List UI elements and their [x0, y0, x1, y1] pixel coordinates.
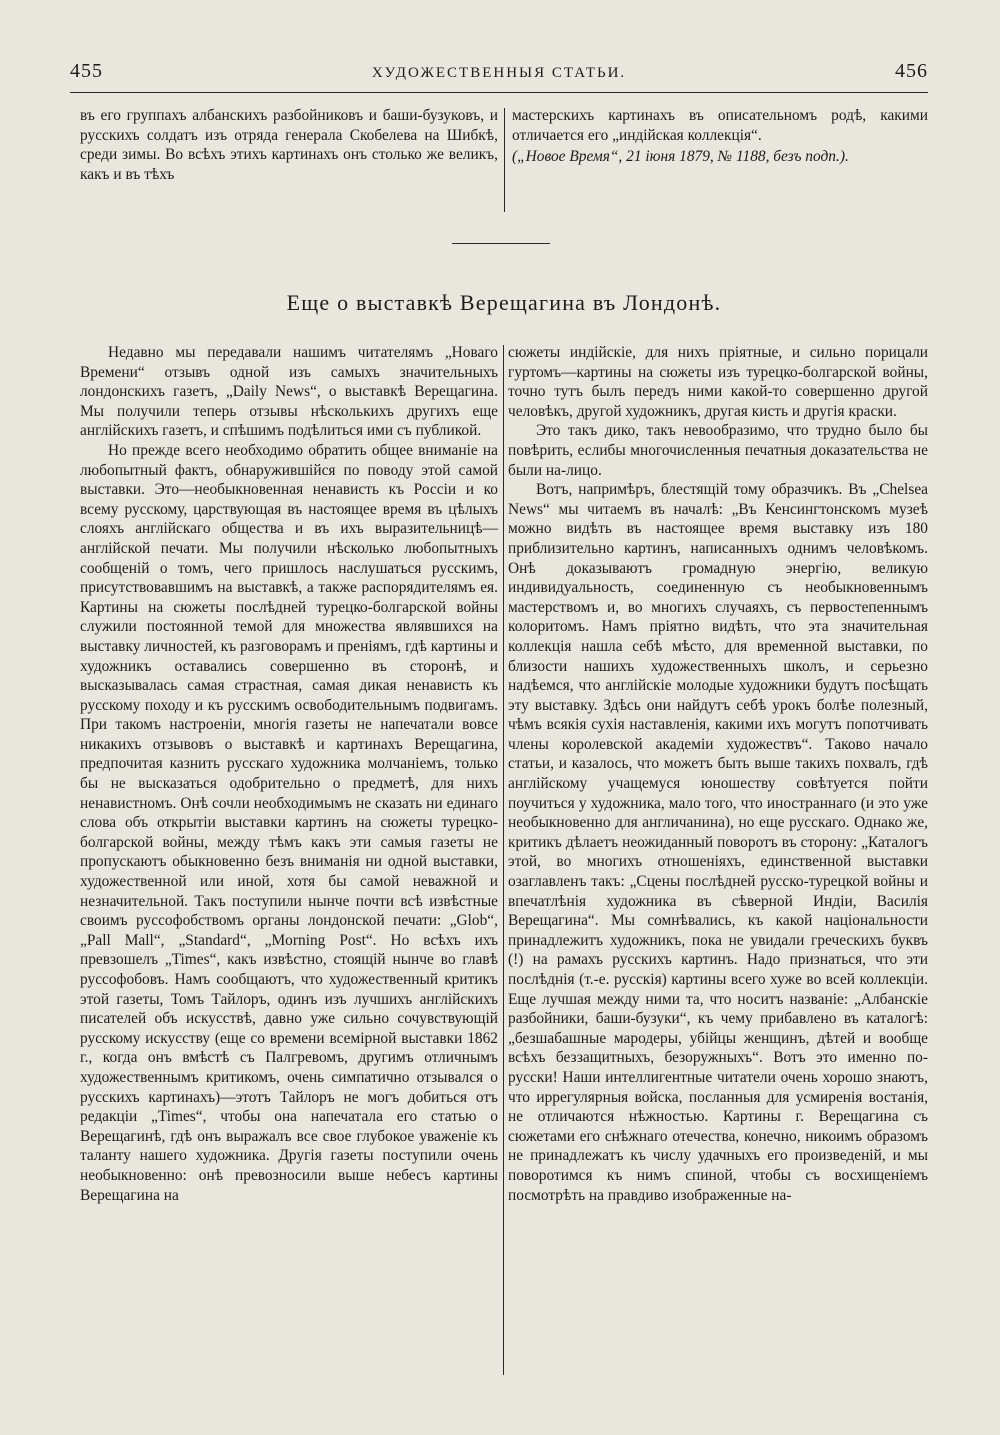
top-right-paragraph: мастерскихъ картинахъ въ описательномъ родѣ, какими отличается его „индійская коллекція“.	[512, 107, 928, 144]
left-column	[80, 343, 498, 1205]
page-number-right: 456	[894, 60, 928, 82]
right-column	[508, 343, 928, 1205]
article-title: Еще о выставкѣ Верещагина въ Лондонѣ.	[286, 290, 722, 315]
citation: („Новое Время“, 21 іюня 1879, № 1188, безъ подп.).	[512, 148, 849, 166]
top-left-column	[80, 106, 498, 184]
column-divider	[504, 108, 505, 212]
paragraph: Это такъ дико, такъ невообразимо, что трудно было бы повѣрить, еслибы многочисленныя печатныя доказательства не были на-лицо.	[508, 422, 928, 479]
top-right-column	[512, 106, 928, 167]
paragraph: Вотъ, напримѣръ, блестящій тому образчикъ. Въ „Chelsea News“ мы читаемъ въ началѣ: „Въ Кенсингтонскомъ музеѣ можно видѣть въ настоящее время выставку изъ 180 приблизительно картинъ, написанныхъ однимъ человѣкомъ. Онѣ доказываютъ громадную энергію, великую индивидуальность, соединенную съ необыкновеннымъ мастерствомъ и, во многихъ случаяхъ, съ первостепеннымъ колоритомъ. Намъ пріятно видѣть, что эта значительная коллекція нашла себѣ мѣсто, для временной выставки, по близости нашихъ художественныхъ школъ, и серьезно надѣемся, что англійскіе молодые художники будутъ посѣщать эту выставку. Здѣсь они найдутъ себѣ урокъ болѣе полезный, чѣмъ всякія сухія наставленія, какими ихъ могутъ попотчивать члены королевской академіи художествъ“. Таково начало статьи, и казалось, что можетъ быть выше такихъ похвалъ, гдѣ англійскому учащемуся юношеству совѣтуется пойти поучиться у художника, мало того, что иностраннаго (и это уже необыкновенно для англичанина), но еще русскаго. Однако же, критикъ дѣлаетъ неожиданный поворотъ въ сторону: „Каталогъ этой, во многихъ отношеніяхъ, единственной выставки озаглавленъ такъ: „Сцены послѣдней русско-турецкой войны и впечатлѣнія художника въ сѣверной Индіи, Василія Верещагина“. Мы сомнѣвались, къ какой національности принадлежитъ художникъ, пока не увидали греческихъ буквъ (!) на рамахъ русскихъ картинъ. Надо признаться, что эти послѣднія (т.-е. русскія) картины всего хуже во всей коллекціи. Еще лучшая между ними та, что носитъ названіе: „Албанскіе разбойники, баши-бузуки“, къ чему прибавлено въ каталогѣ: „безшабашные мародеры, убійцы женщинъ, дѣтей и вообще всѣхъ беззащитныхъ, безоружныхъ“. Вотъ это именно по-русски! Наши интеллигентные читатели очень хорошо знаютъ, что иррегулярныя войска, посланныя для усмиренія востанія, не отличаются нѣжностью. Картины г. Верещагина съ сюжетами его снѣжнаго отечества, конечно, никоимъ образомъ не принадлежатъ къ числу удачныхъ его произведеній, и мы поворотимся къ нимъ спиной, чтобы съ восхищеніемъ посмотрѣть на правдиво изображенные на-	[508, 481, 928, 1204]
running-title: ХУДОЖЕСТВЕННЫЯ СТАТЬИ.	[371, 65, 627, 81]
section-separator	[452, 243, 550, 244]
page-number-left: 455	[70, 60, 103, 82]
paragraph: сюжеты индійскіе, для нихъ пріятные, и сильно порицали гуртомъ—картины на сюжеты изъ турецко-болгарской войны, точно тутъ былъ передъ ними какой-то совершенно другой человѣкъ, другой художникъ, другая кисть и другія краски.	[508, 344, 928, 420]
paragraph: Но прежде всего необходимо обратить общее вниманіе на любопытный фактъ, обнаружившійся по поводу этой самой выставки. Это—необыкновенная ненависть къ Россіи и ко всему русскому, царствующая въ настоящее время въ цѣлыхъ слояхъ англійскаго общества и въ ихъ выразительницѣ—англійской печати. Мы получили нѣсколько любопытныхъ сообщеній о томъ, чего пришлось наслушаться русскимъ, присутствовавшимъ на выставкѣ, а также распорядителямъ ея. Картины на сюжеты послѣдней турецко-болгарской войны служили постоянной темой для множества являвшихся на выставку личностей, къ разговорамъ и преніямъ, гдѣ картины и художникъ оставались совершенно въ сторонѣ, и высказывалась самая страстная, самая дикая ненависть къ русскому походу и къ русскимъ освободительнымъ подвигамъ. При такомъ настроеніи, многія газеты не напечатали вовсе никакихъ отзывовъ о выставкѣ и картинахъ Верещагина, предпочитая казнить русскаго художника молчаніемъ, только бы не высказаться одобрительно о предметѣ, для нихъ ненавистномъ. Онѣ сочли необходимымъ не сказать ни единаго слова объ открытіи выставки картинъ на сюжеты турецко-болгарской войны, между тѣмъ какъ эти самыя газеты не пропускаютъ обыкновенно безъ вниманія ни одной выставки, художественной или иной, хотя бы самой неважной и незначительной. Такъ поступили нынче почти всѣ извѣстные своимъ руссофобствомъ органы лондонской печати: „Glob“, „Pall Mall“, „Standard“, „Morning Post“. Но всѣхъ ихъ превзошелъ „Times“, какъ извѣстно, стоящій нынче во главѣ руссофобовъ. Намъ сообщаютъ, что художественный критикъ этой газеты, Томъ Тайлоръ, одинъ изъ лучшихъ англійскихъ писателей объ искусствѣ, давно уже сильно сочувствующій русскому искусству (еще со времени всемірной выставки 1862 г., когда онъ вмѣстѣ съ Палгревомъ, другимъ отличнымъ художественнымъ критикомъ, очень симпатично отзывался о русскихъ картинахъ)—этотъ Тайлоръ не могъ добиться отъ редакціи „Times“, чтобы она напечатала его статью о Верещагинѣ, гдѣ онъ выражалъ все свое глубокое уваженіе къ таланту нашего художника. Другія газеты поступили очень необыкновенно: онѣ превозносили выше небесъ картины Верещагина на	[80, 441, 498, 1204]
paragraph: Недавно мы передавали нашимъ читателямъ „Новаго Времени“ отзывъ одной изъ самыхъ значительныхъ лондонскихъ газетъ, „Daily News“, о выставкѣ Верещагина. Мы получили теперь отзывы нѣсколькихъ другихъ еще англійскихъ газетъ, и спѣшимъ подѣлиться ими съ публикой.	[80, 344, 498, 440]
header-rule	[70, 92, 928, 93]
article-body	[80, 343, 928, 1373]
previous-article-ending	[80, 106, 928, 216]
column-divider	[503, 345, 504, 1375]
running-head	[70, 60, 928, 90]
top-left-paragraph: въ его группахъ албанскихъ разбойниковъ и баши-бузуковъ, и русскихъ солдатъ изъ отряда генерала Скобелева на Шибкѣ, среди зимы. Во всѣхъ этихъ картинахъ онъ столько же великъ, какъ и въ тѣхъ	[80, 107, 498, 183]
